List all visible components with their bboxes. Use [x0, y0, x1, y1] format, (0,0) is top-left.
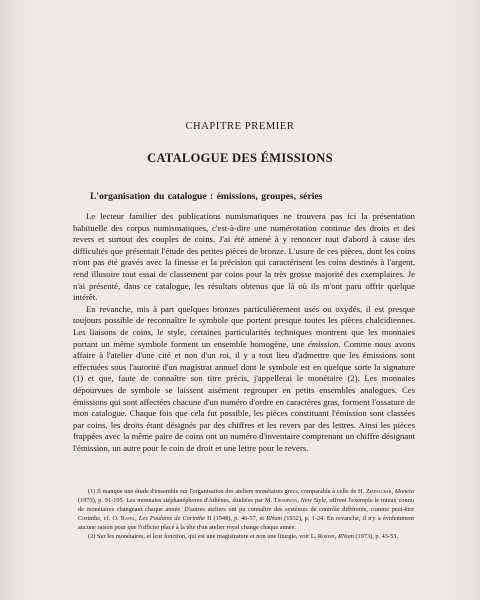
paragraph-2: [73, 304, 415, 455]
footnote-1-text: ,: [135, 515, 139, 523]
paragraph-2-text-a: En revanche, mis à part quelques bronzes particulièrement usés ou oxydés, il est presque toujours possible de reconnaître le symbole que portent presque toutes les pièces chalcidiennes. Les liaisons de coins, le style, certaines particularités techniques montrent que les monnaies portant un même symbole forment un ensemble homogène, une: [73, 303, 415, 349]
chapter-label: CHAPITRE PREMIER: [185, 121, 295, 132]
footnote-2-author: L. Robert: [310, 533, 335, 541]
chapter-title: CATALOGUE DES ÉMISSIONS: [147, 151, 333, 165]
body-text: [73, 211, 415, 454]
footnote-2-text: ,: [334, 533, 339, 541]
footnote-1-title: New Style: [300, 497, 327, 505]
footnote-1-title: Moneta: [394, 488, 414, 495]
footnote-2: [78, 532, 414, 541]
footnotes: [78, 487, 414, 542]
footnote-1-title: RNum: [266, 515, 282, 523]
footnote-1-author: M. Thompson: [264, 497, 298, 505]
footnote-1-text: ,: [297, 497, 301, 505]
paragraph-2-text-b: . Comme nous avons affaire à l'atelier d'une cité et non d'un roi, il y a tout lieu d'admettre que les émissions sont effectuées sous l'autorité d'un magistrat annuel dont le symbole est en quelque sorte la signature (1) et que, faute de connaître son titre précis, j'appellerai le monétaire (2). Les monnaies dépourvues de symbole se laissent aisément regrouper en petits ensembles analogues. Ces émissions qui sont affectées chacune d'un numéro d'ordre en caractères gras, forment l'ossature de mon catalogue. Chaque fois que cela fut possible, les pièces constituant l'émission sont classées par coins, les droits étant désignés par des chiffres et les revers par des lettres. Ainsi les pièces frappées avec la même paire de coins ont un numéro d'inventaire comprenant un chiffre désignant l'émission, un autre pour le coin de droit et une lettre pour le revers.: [73, 338, 415, 453]
footnote-1-author: O. Ravel: [112, 515, 136, 523]
footnote-1-author: H. Zehnacker: [357, 488, 392, 495]
footnote-1-title: Les Poulains de Corinthe: [138, 515, 205, 523]
footnote-1-text: (1) Il manque une étude d'ensemble sur l'organisation des ateliers monétaires grecs, comparable à celle de: [88, 488, 358, 495]
footnote-1-text: (1932), p. 1-24. En revanche, il n'y a évidemment aucune raison pour que l'officier placé à la tête d'un atelier royal change chaque année.: [78, 515, 414, 532]
footnote-1-text: (1973), p. 91-195. Les monnaies stéphanéphores d'Athènes, étudiées par: [78, 497, 265, 505]
footnote-2-text: (1973), p. 43-53.: [353, 533, 398, 541]
footnote-2-text: (2) Sur les monétaires, et leur fonction, qui est une magistrature et non une liturgie, voir: [88, 533, 311, 541]
footnote-2-title: RNum: [338, 533, 354, 541]
paragraph-1: Le lecteur familier des publications numismatiques ne trouvera pas ici la présentation habituelle des corpus numismatiques, c'est-à-dire une numérotation continue des droits et des revers et surtout des couples de coins. J'ai été amené à y renoncer tout d'abord à cause des difficultés que présentait l'étude des petites pièces de bronze. L'usure de ces pièces, dont les coins n'ont pas été gravés avec la finesse et la précision qui caractérisent les coins destinés à l'argent, rend illusoire tout essai de classement par coins pour la très grosse majorité des exemplaires. Je n'ai présenté, dans ce catalogue, les résultats obtenus que là où ils m'ont paru offrir quelque intérêt.: [73, 211, 415, 303]
footnote-1-text: , offrent l'exemple le mieux connu de monétaires changeant chaque année. D'autres ateliers ont pu connaître des systèmes de contrôle différents, comme peut-être Corinthe, cf.: [78, 497, 414, 523]
footnote-1-text: ,: [391, 488, 395, 495]
paragraph-2-emphasis: émission: [307, 338, 339, 349]
footnote-1-text: II (1948), p. 46-57, et: [204, 515, 267, 523]
section-heading: L'organisation du catalogue : émissions, groupes, séries: [90, 191, 323, 202]
footnote-1: [78, 487, 414, 532]
